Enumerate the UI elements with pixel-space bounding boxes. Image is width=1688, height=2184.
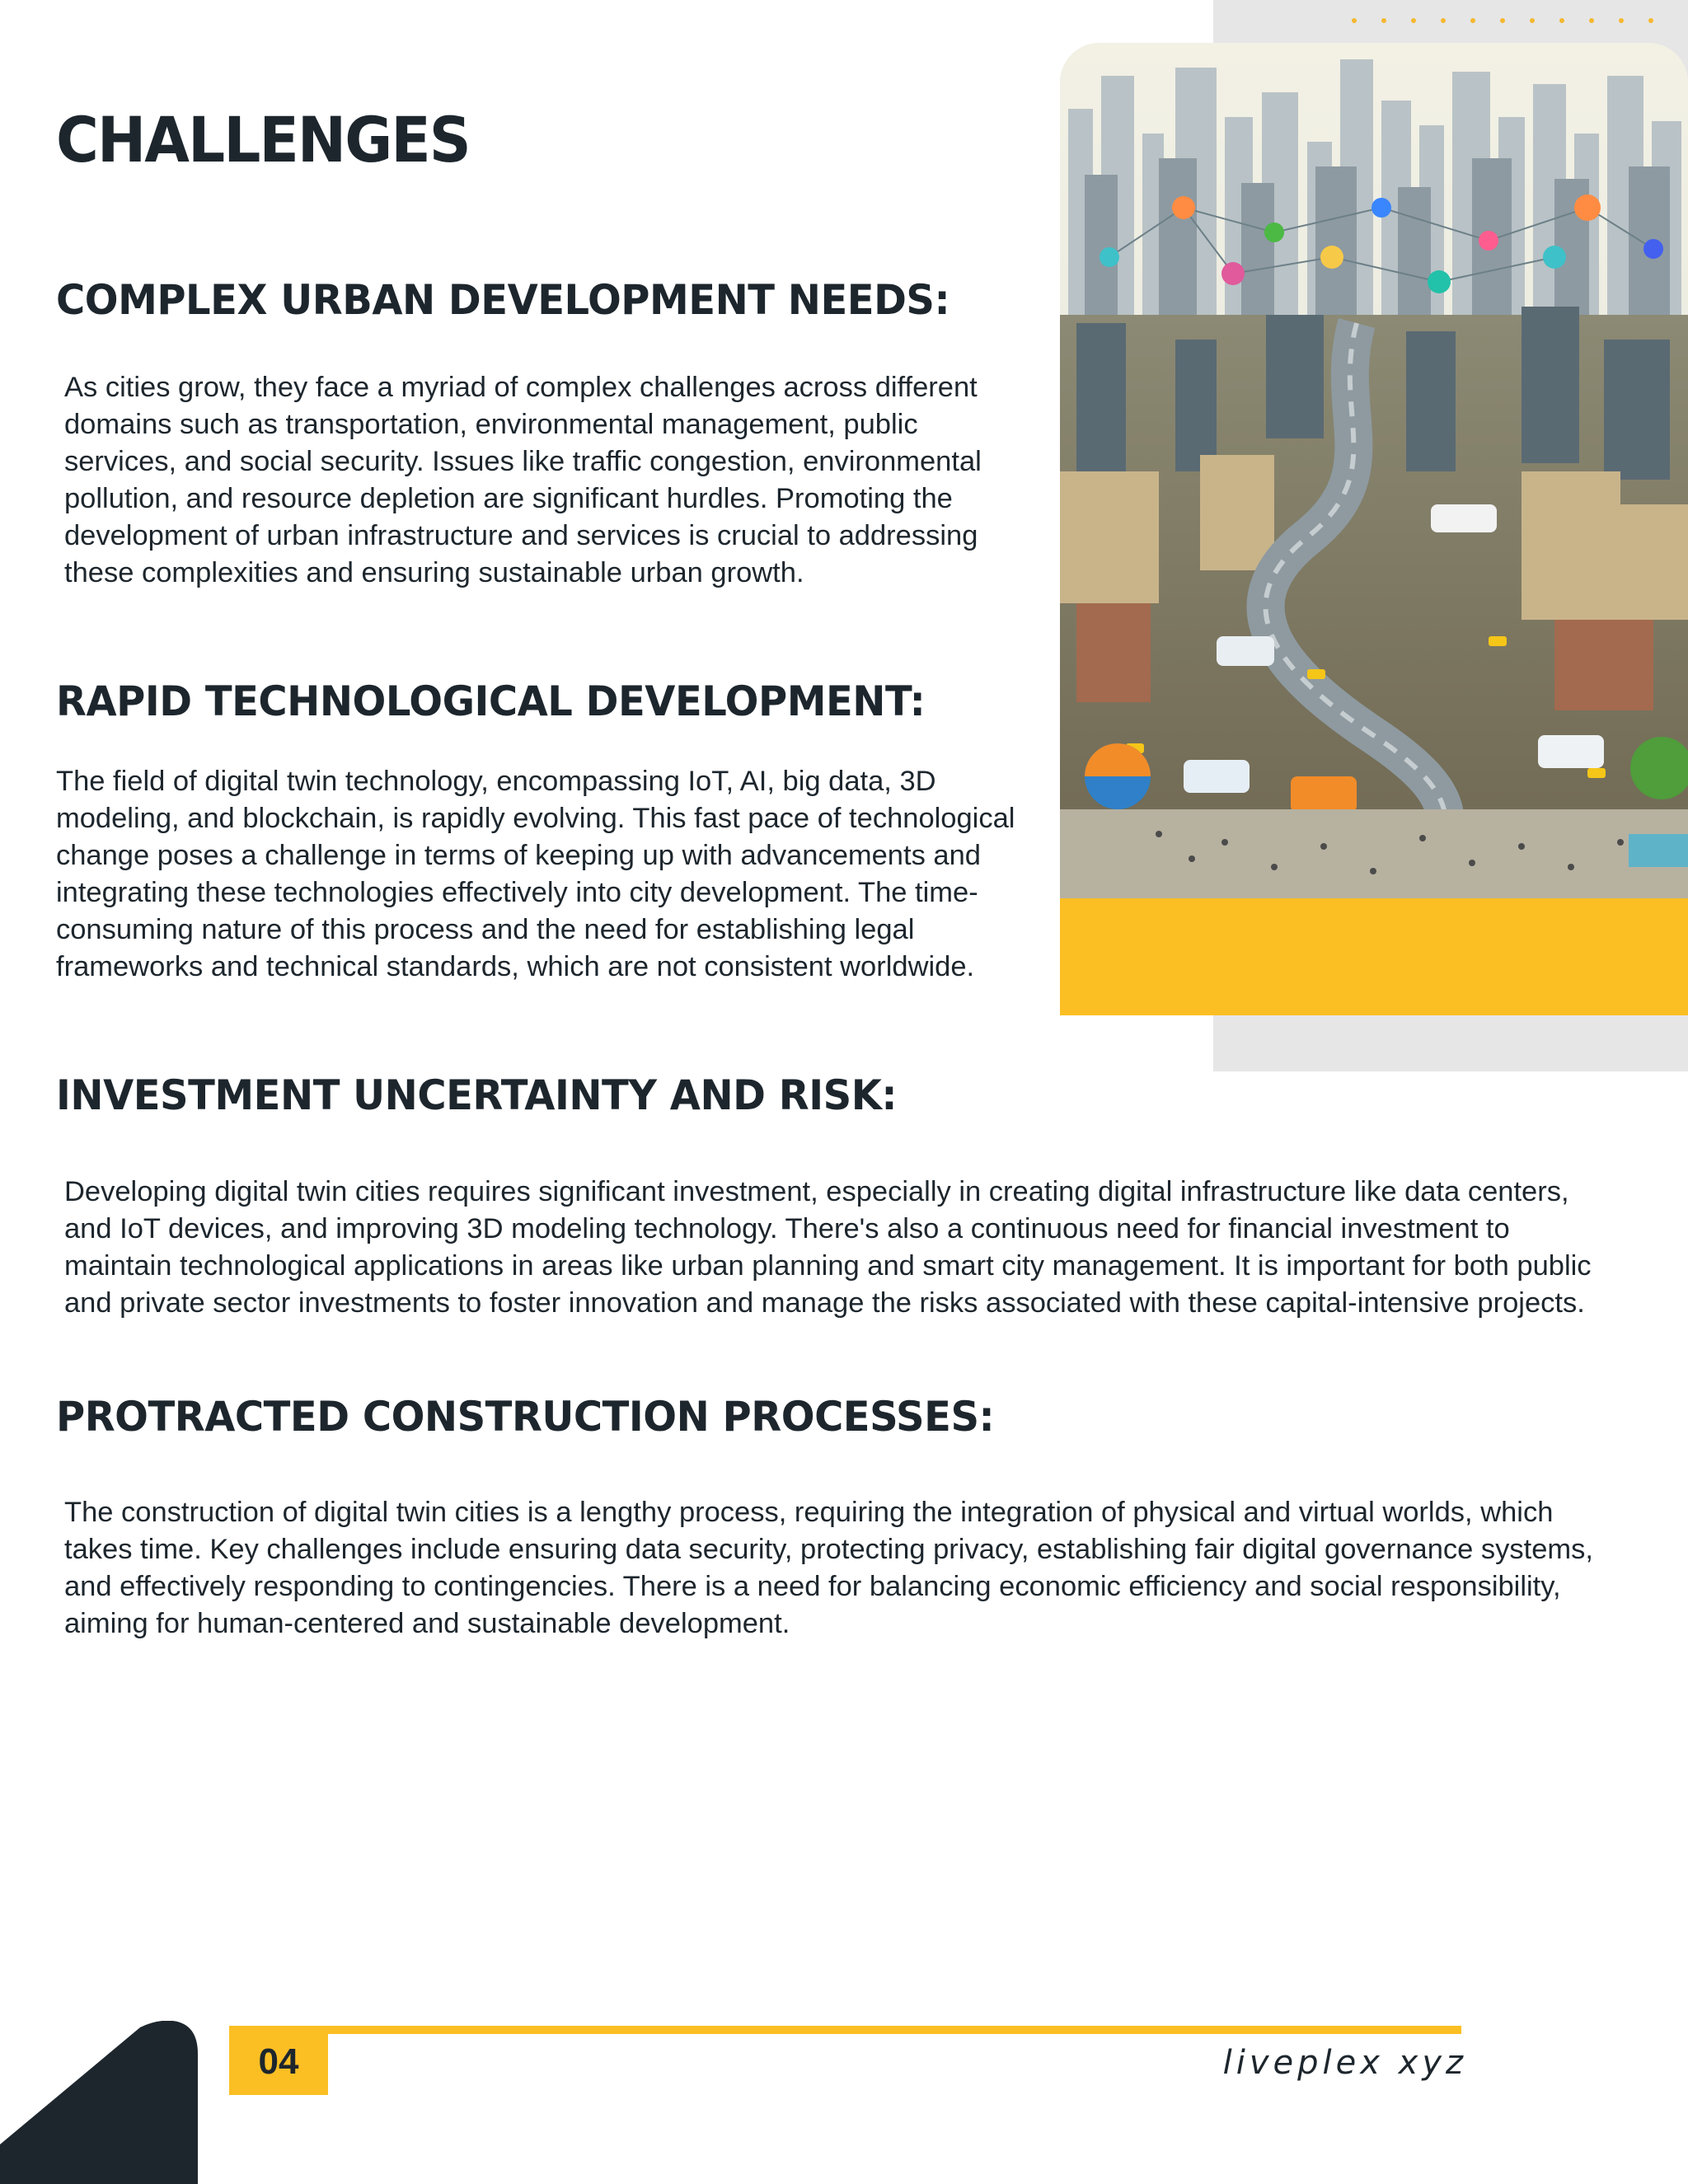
section-body-complex-urban: As cities grow, they face a myriad of complex challenges across different domains such as transportation, environmental management, public services, and social security. Issues like traffic congestion, environmental pollution, and resource depletion are significant hurdles. Promoting the development of urban infrastructure and services is crucial to addressing these complexities and ensuring sustainable urban growth. bbox=[64, 372, 982, 588]
smart-city-illustration bbox=[1060, 43, 1688, 1015]
section-body-construction: The construction of digital twin cities is a lengthy process, requiring the integration of physical and virtual worlds, which takes time. Key challenges include ensuring data security, protecting privacy, establishing fair digital governance systems, and effectively responding to contingencies. There is a need for balancing economic efficiency and social responsibility, aiming for human-centered and sustainable development. bbox=[64, 1497, 1593, 1639]
section-heading-complex-urban: COMPLEX URBAN DEVELOPMENT NEEDS: bbox=[56, 276, 950, 324]
section-body-rapid-tech: The field of digital twin technology, encompassing IoT, AI, big data, 3D modeling, and blockchain, is rapidly evolving. This fast pace of technological change poses a challenge in terms of keeping up with advancements and integrating these technologies effectively into city development. The time-consuming nature of this process and the need for establishing legal frameworks and technical standards, which are not consistent worldwide. bbox=[56, 766, 1015, 982]
accent-band bbox=[1060, 898, 1688, 1015]
section-heading-investment: INVESTMENT UNCERTAINTY AND RISK: bbox=[56, 1071, 898, 1119]
page-number: 04 bbox=[229, 2029, 328, 2095]
footer-divider bbox=[229, 2026, 1461, 2034]
section-heading-construction: PROTRACTED CONSTRUCTION PROCESSES: bbox=[56, 1393, 995, 1441]
section-body-investment: Developing digital twin cities requires significant investment, especially in creating digital infrastructure like data centers, and IoT devices, and improving 3D modeling technology. There's also a continuous need for financial investment to maintain technological applications in areas like urban planning and smart city management. It is important for both public and private sector investments to foster innovation and manage the risks associated with these capital-intensive projects. bbox=[64, 1176, 1592, 1319]
footer-corner-shape bbox=[0, 2021, 198, 2184]
section-heading-rapid-tech: RAPID TECHNOLOGICAL DEVELOPMENT: bbox=[56, 677, 926, 725]
page-title: CHALLENGES bbox=[56, 103, 470, 176]
brand-name: liveplex xyz bbox=[1222, 2044, 1467, 2082]
